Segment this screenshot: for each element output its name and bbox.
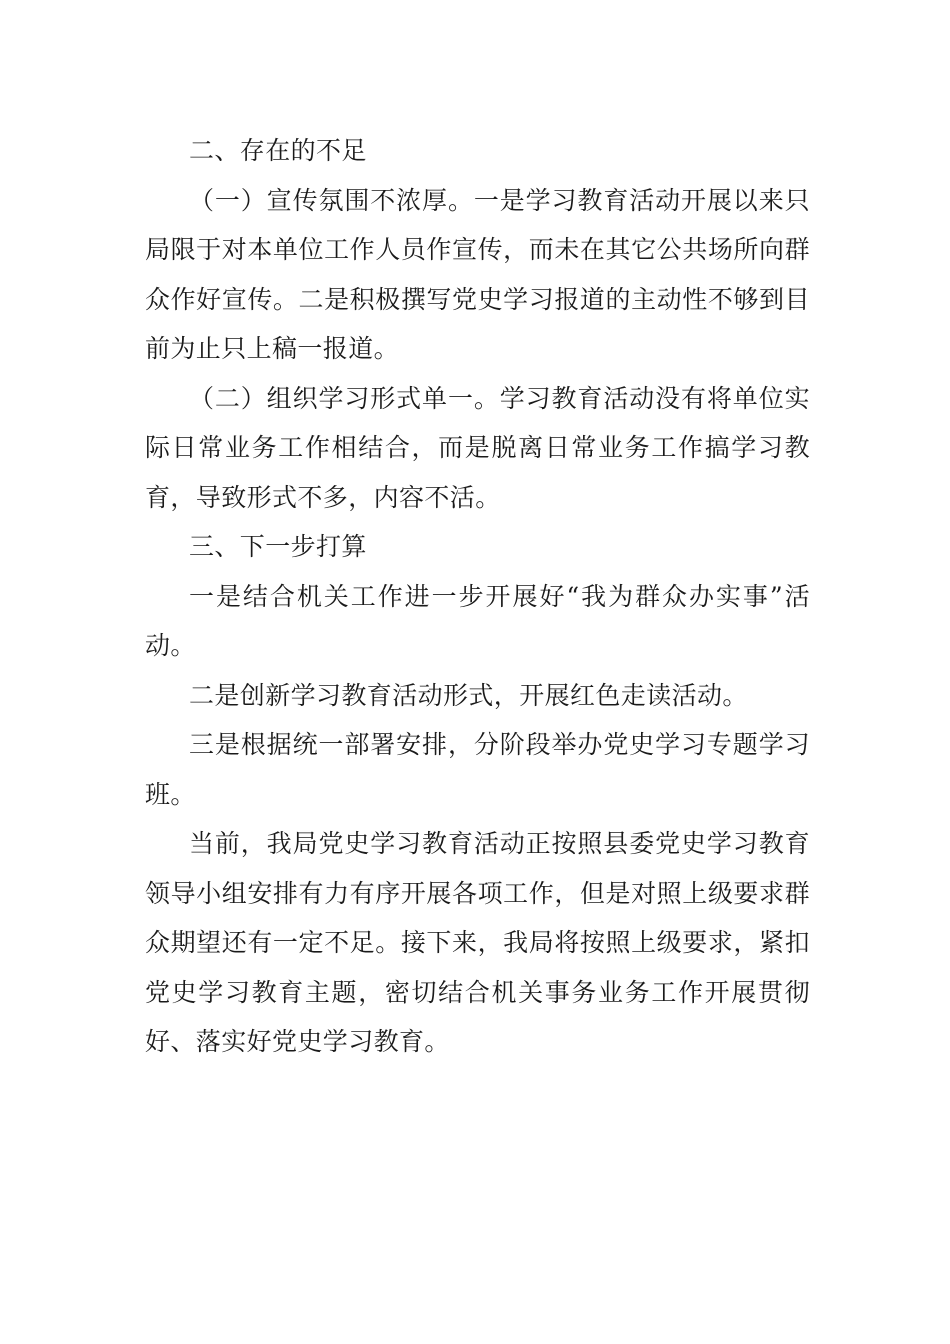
paragraph-conclusion: 当前，我局党史学习教育活动正按照县委党史学习教育领导小组安排有力有序开展各项工作，但是对照上级要求群众期望还有一定不足。接下来，我局将按照上级要求，紧扣党史学习教育主题，密切结合机关事务业务工作开展贯彻好、落实好党史学习教育。 <box>145 829 810 1056</box>
section-heading-next-steps: 三、下一步打算 <box>189 532 367 561</box>
paragraph-publicity: （一）宣传氛围不浓厚。一是学习教育活动开展以来只局限于对本单位工作人员作宣传，而未在其它公共场所向群众作好宣传。二是积极撰写党史学习报道的主动性不够到目前为止只上稿一报道。 <box>145 185 810 363</box>
section-heading-shortcomings: 二、存在的不足 <box>189 136 367 165</box>
paragraph-step-three: 三是根据统一部署安排，分阶段举办党史学习专题学习班。 <box>145 730 810 809</box>
paragraph-step-one: 一是结合机关工作进一步开展好“我为群众办实事”活动。 <box>145 581 810 660</box>
paragraph-study-format: （二）组织学习形式单一。学习教育活动没有将单位实际日常业务工作相结合，而是脱离日常业务工作搞学习教育，导致形式不多，内容不活。 <box>145 383 810 512</box>
paragraph-step-two: 二是创新学习教育活动形式，开展红色走读活动。 <box>189 680 748 710</box>
document-page <box>145 126 810 1067</box>
